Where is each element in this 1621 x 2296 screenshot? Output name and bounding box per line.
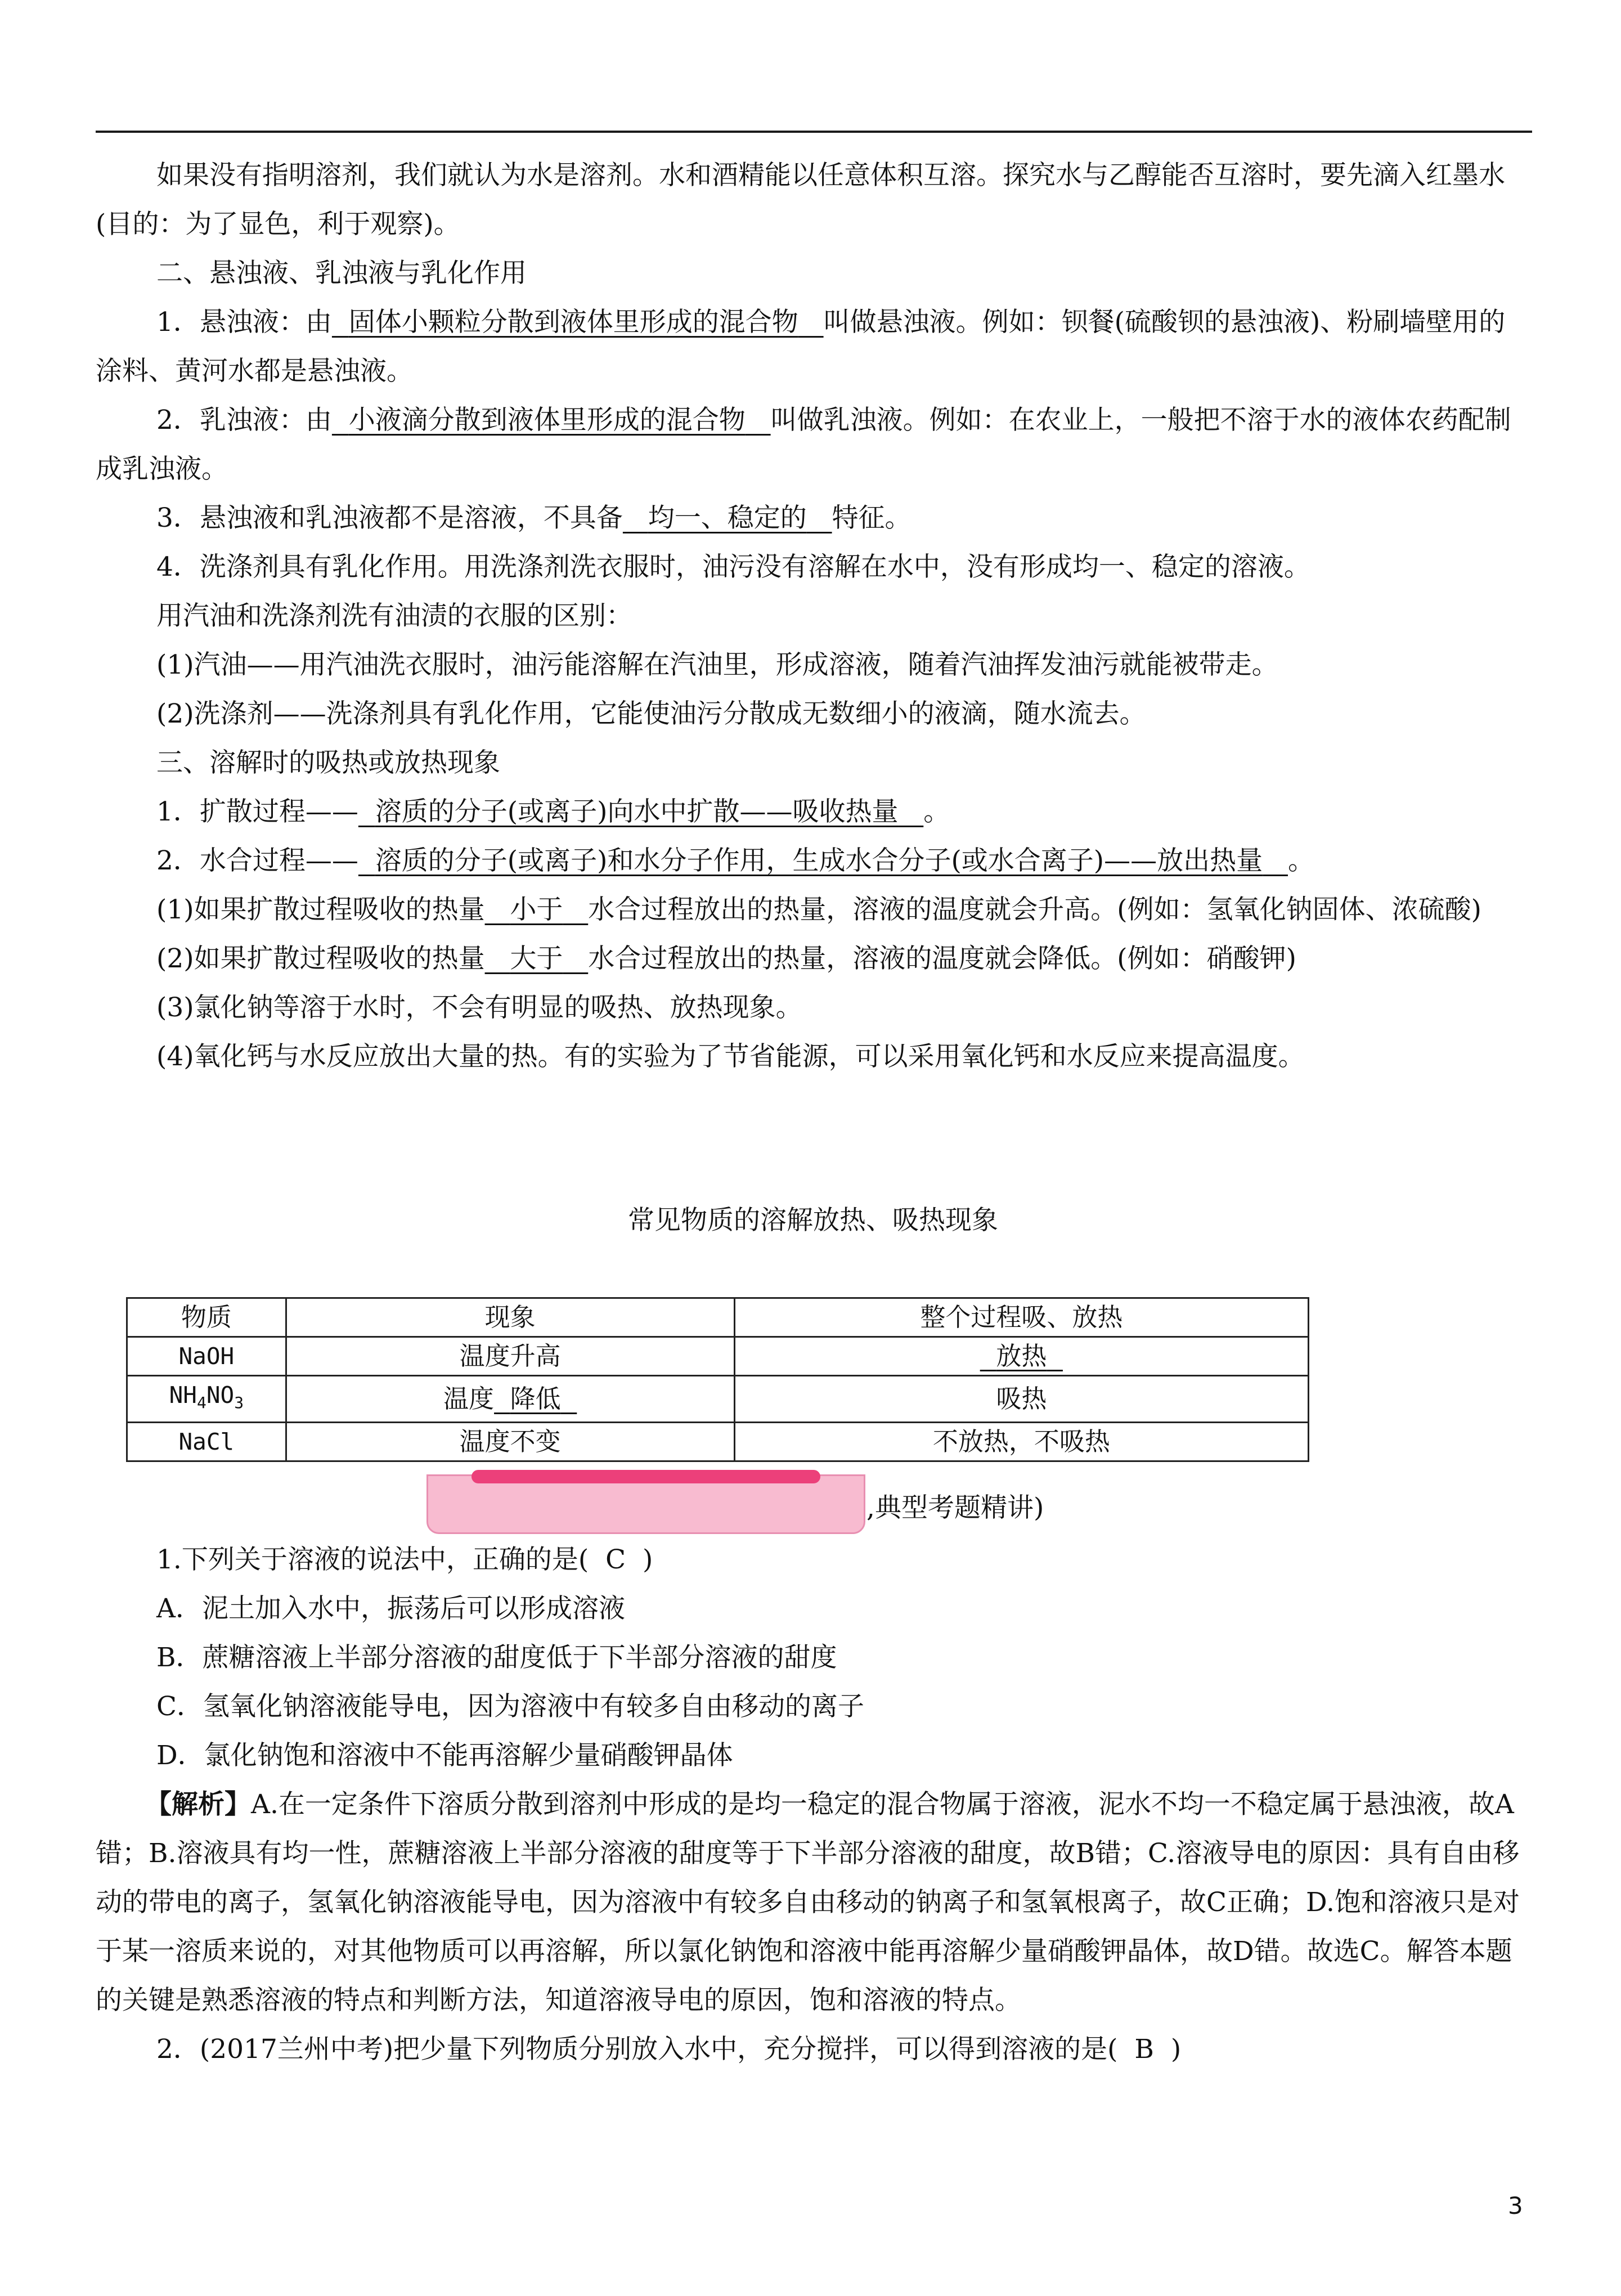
item-hydration: 2．水合过程—— 溶质的分子(或离子)和水分子作用，生成水合分子(或水合离子)——放出热量 。 xyxy=(156,845,1314,876)
item-diffusion: 1．扩散过程—— 溶质的分子(或离子)向水中扩散——吸收热量 。 xyxy=(156,796,950,827)
item-case-3: (3)氯化钠等溶于水时，不会有明显的吸热、放热现象。 xyxy=(156,992,802,1023)
table-cell: 温度不变 xyxy=(286,1423,734,1461)
analysis-label: 【解析】 xyxy=(145,1789,251,1820)
question-1-answer: C xyxy=(605,1544,626,1575)
item-emulsion: 2．乳浊液：由 小液滴分散到液体里形成的混合物 叫做乳浊液。例如：在农业上，一般把不溶于水的液体农药配制成乳浊液。 xyxy=(96,405,1511,485)
table-cell: $NH_4NO_3$ xyxy=(127,1376,286,1423)
item-detergent-wash: (2)洗涤剂——洗涤剂具有乳化作用，它能使油污分散成无数细小的液滴，随水流去。 xyxy=(156,698,1146,729)
section-title: ,典型考题精讲) xyxy=(866,1492,1044,1523)
item-gasoline: (1)汽油——用汽油洗衣服时，油污能溶解在汽油里，形成溶液，随着汽油挥发油污就能被带走。 xyxy=(156,649,1278,680)
answer-blank: 均一、稳定的 xyxy=(648,503,807,533)
table-header-row xyxy=(127,1298,1309,1337)
header-rule xyxy=(96,131,1532,133)
header-cell: 物质 xyxy=(127,1298,286,1337)
item-suspension: 1．悬浊液：由 固体小颗粒分散到液体里形成的混合物 叫做悬浊液。例如：钡餐(硫酸钡的悬浊液)、粉刷墙壁用的涂料、黄河水都是悬浊液。 xyxy=(96,307,1506,387)
questions-area xyxy=(96,1535,1530,2074)
question-2-answer: B xyxy=(1134,2034,1154,2065)
answer-blank: 溶质的分子(或离子)和水分子作用，生成水合分子(或水合离子)——放出热量 xyxy=(375,845,1263,876)
table-cell: NaOH xyxy=(127,1337,286,1376)
answer-blank: 溶质的分子(或离子)向水中扩散——吸收热量 xyxy=(375,796,899,827)
option-c: C．氢氧化钠溶液能导电，因为溶液中有较多自由移动的离子 xyxy=(156,1691,864,1722)
header-cell: 现象 xyxy=(286,1298,734,1337)
heading-heat: 三、溶解时的吸热或放热现象 xyxy=(156,747,500,778)
table-cell xyxy=(734,1337,1308,1376)
item-detergent: 4．洗涤剂具有乳化作用。用洗涤剂洗衣服时，油污没有溶解在水中，没有形成均一、稳定的溶液。 xyxy=(156,551,1310,582)
answer-blank: 大于 xyxy=(510,943,563,974)
analysis: 【解析】A.在一定条件下溶质分散到溶剂中形成的是均一稳定的混合物属于溶液，泥水不均一不稳定属于悬浊液，故A错；B.溶液具有均一性，蔗糖溶液上半部分溶液的甜度等于下半部分溶液的甜度，故B错；C.溶液导电的原因：具有自由移动的带电的离子，氢氧化钠溶液能导电，因为溶液中有较多自由移动的钠离子和氢氧根离子，故C正确；D.饱和溶液只是对于某一溶质来说的，对其他物质可以再溶解，所以氯化钠饱和溶液中能再溶解少量硝酸钾晶体，故D错。故选C。解答本题的关键是熟悉溶液的特点和判断方法，知道溶液导电的原因，饱和溶液的特点。 xyxy=(96,1789,1520,2016)
answer-blank: 放热 xyxy=(996,1341,1047,1371)
option-d: D．氯化钠饱和溶液中不能再溶解少量硝酸钾晶体 xyxy=(156,1740,733,1771)
table-cell: 温度升高 xyxy=(286,1337,734,1376)
table-row xyxy=(127,1423,1309,1461)
answer-blank: 小于 xyxy=(510,894,563,925)
banner-top-stripe xyxy=(472,1470,820,1483)
answer-blank: 固体小颗粒分散到液体里形成的混合物 xyxy=(348,307,798,338)
item-case-4: (4)氧化钙与水反应放出大量的热。有的实验为了节省能源，可以采用氧化钙和水反应来提高温度。 xyxy=(156,1041,1305,1072)
item-case-1: (1)如果扩散过程吸收的热量 小于 水合过程放出的热量，溶液的温度就会升高。(例如：氢氧化钠固体、浓硫酸) xyxy=(156,894,1481,925)
item-case-2: (2)如果扩散过程吸收的热量 大于 水合过程放出的热量，溶液的温度就会降低。(例如：硝酸钾) xyxy=(156,943,1296,974)
table-cell: NaCl xyxy=(127,1423,286,1461)
table-caption: 常见物质的溶解放热、吸热现象 xyxy=(628,1205,998,1236)
table-cell: 不放热，不吸热 xyxy=(734,1423,1308,1461)
answer-blank: 小液滴分散到液体里形成的混合物 xyxy=(348,405,746,436)
table-row xyxy=(127,1376,1309,1423)
header-cell: 整个过程吸、放热 xyxy=(734,1298,1308,1337)
heat-table xyxy=(126,1297,1309,1462)
table-cell: 吸热 xyxy=(734,1376,1308,1423)
answer-blank: 降低 xyxy=(510,1384,561,1414)
page-number: 3 xyxy=(1508,2192,1523,2219)
section-banner xyxy=(426,1474,865,1534)
paragraph-difference: 用汽油和洗涤剂洗有油渍的衣服的区别： xyxy=(156,600,632,631)
question-1-stem: 1.下列关于溶液的说法中，正确的是( C ) xyxy=(156,1544,653,1575)
item-not-solution: 3．悬浊液和乳浊液都不是溶液，不具备 均一、稳定的 特征。 xyxy=(156,503,911,533)
heading-suspension: 二、悬浊液、乳浊液与乳化作用 xyxy=(156,258,527,289)
option-b: B．蔗糖溶液上半部分溶液的甜度低于下半部分溶液的甜度 xyxy=(156,1642,837,1673)
paragraph-solvent: 如果没有指明溶剂，我们就认为水是溶剂。水和酒精能以任意体积互溶。探究水与乙醇能否互溶时，要先滴入红墨水(目的：为了显色，利于观察)。 xyxy=(96,160,1505,240)
table-row xyxy=(127,1337,1309,1376)
question-2-stem: 2．(2017兰州中考)把少量下列物质分别放入水中，充分搅拌，可以得到溶液的是( B ) xyxy=(156,2034,1182,2065)
option-a: A．泥土加入水中，振荡后可以形成溶液 xyxy=(156,1593,625,1624)
document-body xyxy=(96,151,1530,1081)
table-cell: 温度 降低 xyxy=(286,1376,734,1423)
